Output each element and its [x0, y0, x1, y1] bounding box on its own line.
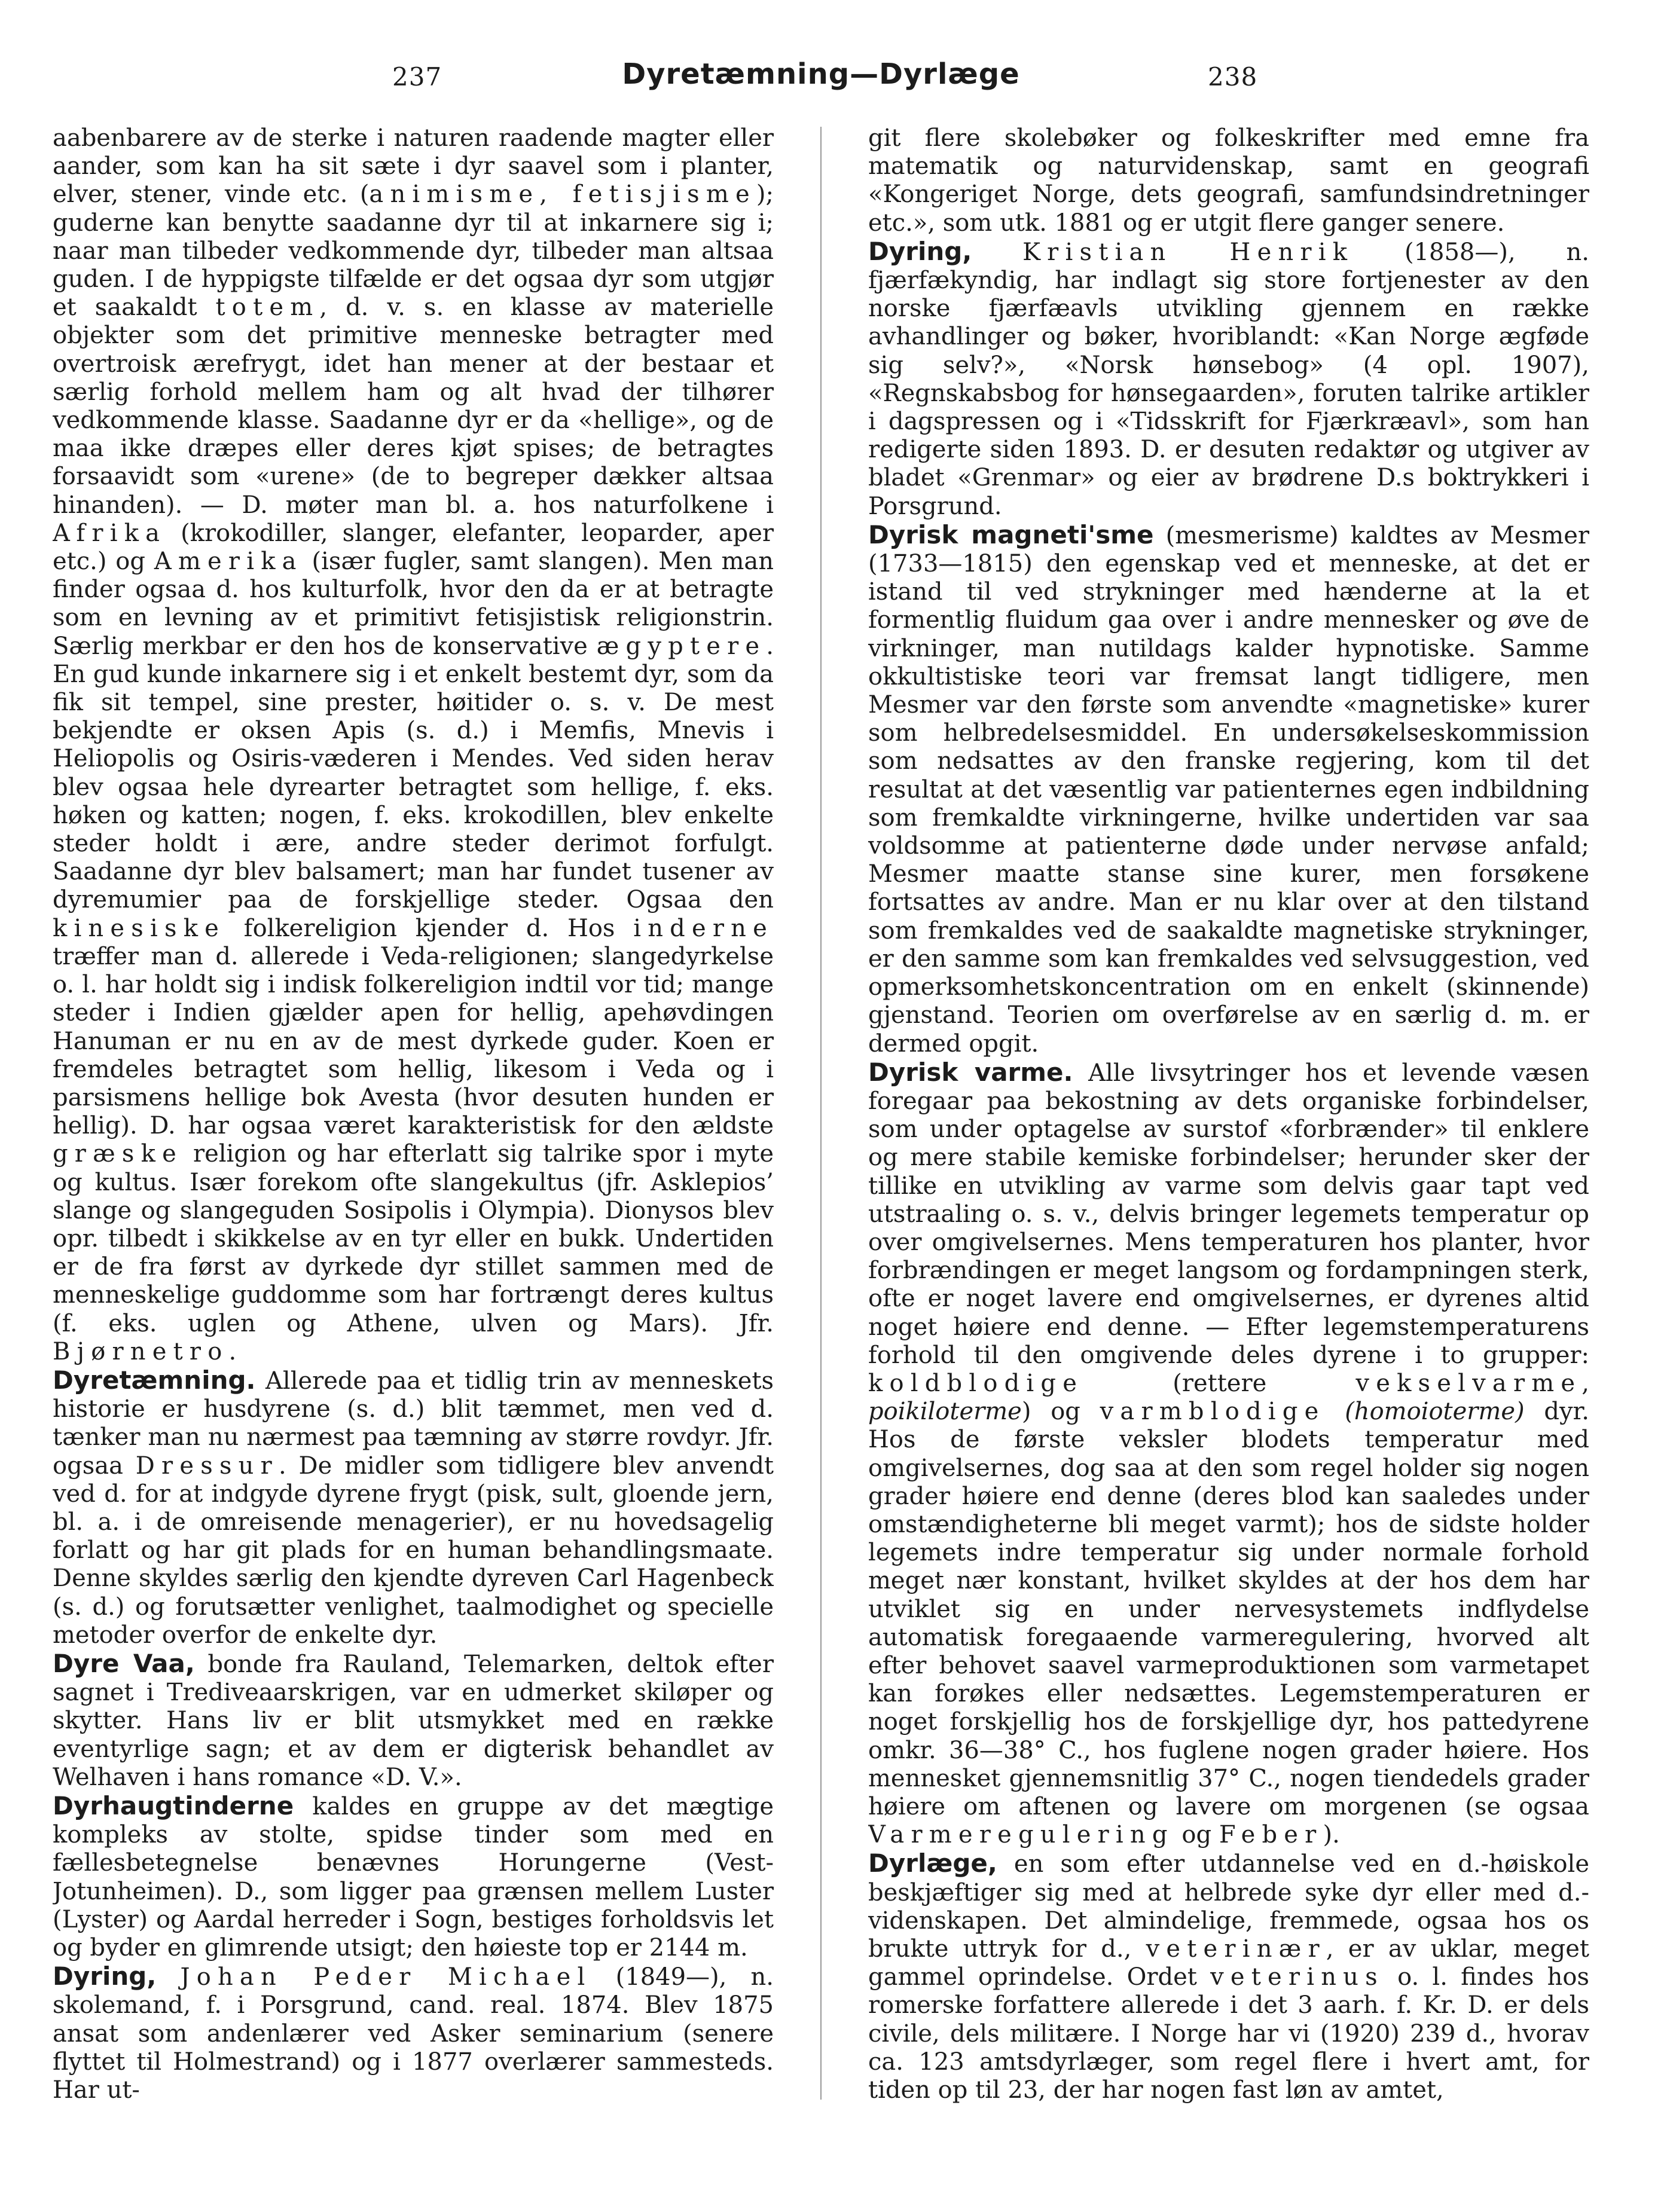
text-run: religion og har efterlatt sig talrike spor i myte og kultus. Især forekom ofte slangekultus (jfr. Asklepios’ slange og slangeguden Sosipolis i Olympia). Dionysos blev opr. tilbedt i skikkelse av en tyr eller en bukk. Undertiden er de fra først av dyrkede dyr stillet sammen med de menneskelige guddomme som har fortrængt deres kultus (f. eks. uglen og Athene, ulven og Mars). Jfr.	[53, 1140, 774, 1337]
spaced-term: koldblodige	[868, 1369, 1084, 1397]
headword: Dyrisk varme.	[868, 1057, 1073, 1087]
text-run: , er av uklar, meget gammel oprindelse. Ordet	[868, 1935, 1589, 1991]
headword: Dyretæmning.	[53, 1365, 256, 1395]
italic-term: poikiloterme	[868, 1398, 1022, 1426]
spaced-term: kinesiske	[53, 914, 226, 942]
text-run: kaldes en gruppe av det mægtige kompleks av stolte, spidse tinder som med en fællesbetegnelse benævnes Horungerne (Vest-Jotunheimen). D., som ligger paa grænsen mellem Luster (Lyster) og Aardal herreder i Sogn, bestiges forholdsvis let og byder en glimrende utsigt; den høieste top er 2144 m.	[53, 1792, 774, 1962]
text-run: og	[1174, 1821, 1219, 1849]
text-run: folkereligion kjender d. Hos	[225, 914, 634, 942]
text-run: . De midler som tidligere blev anvendt ved d. for at indgyde dyrene frygt (pisk, sult, gloende jern, bl. a. i de omreisende menagerier), er nu hovedsagelig forlatt og har git plads for en human behandlingsmaate. Denne skyldes særlig den kjendte dyreven Carl Hagenbeck (s. d.) og forutsætter venlighet, taalmodighet og specielle metoder overfor de enkelte dyr.	[53, 1452, 774, 1649]
text-run: (krokodiller, slanger, elefanter, leoparder, aper etc.) og	[53, 519, 774, 576]
column-divider	[820, 127, 822, 2100]
spaced-term: Feber	[1219, 1821, 1323, 1849]
article-dyrisk-varme	[868, 1058, 1589, 1850]
text-run: (mesmerisme) kaldtes av Mesmer (1733—1815) den egenskap ved et menneske, at det er istand til ved strykninger med hænderne at la et formentlig fluidum gaa over i andre mennesker og øve de virkninger, man nutildags kalder hypnotiske. Samme okkultistiske teori var fremsat langt tidligere, men Mesmer var den første som anvendte «magnetiske» kurer som helbredelsesmiddel. En undersøkelseskommission som nedsattes av den franske regjering, kom til det resultat at det væsentlig var patienternes egen indbildning som fremkaldte virkningerne, hvilke undertiden var saa voldsomme at patienterne døde under nervøse anfald; Mesmer maatte stanse sine kurer, men forsøkene fortsattes av andre. Man er nu klar over at den tilstand som fremkaldes ved de saakaldte magnetiske strykninger, er den samme som kan fremkaldes ved selvsuggestion, ved opmerksomhetskoncentration om en enkelt (skinnende) gjenstand. Teorien om overførelse av en særlig d. m. er dermed opgit.	[868, 521, 1589, 1058]
text-run: Alle livsytringer hos et levende væsen foregaar paa bekostning av dets organiske forbindelser, som under optagelse av surstof «forbrænder» til enklere og mere stabile kemiske forbindelser; herunder sker der tillike en utvikling av varme som delvis gaar tapt ved utstraaling o. s. v., delvis bringer legemets temperatur op over omgivelsernes. Mens temperaturen hos planter, hvor forbrændingen er meget langsom og fordampningen sterk, ofte er noget lavere end omgivelsernes, er dyrenes altid noget høiere end denne. — Efter legemstemperaturens forhold til den omgivende deles dyrene i to grupper:	[868, 1059, 1589, 1369]
spaced-term: Afrika	[53, 519, 167, 547]
text-run: ,	[1581, 1369, 1589, 1397]
spaced-term: animisme, fetisjisme	[369, 181, 756, 209]
spaced-term: ægyptere	[596, 632, 767, 660]
article-dyring-johan	[53, 1962, 774, 2104]
spaced-term: veterinus	[1210, 1963, 1384, 1991]
text-run	[1325, 1398, 1345, 1425]
spaced-term: græske	[53, 1140, 183, 1168]
text-run: (især fugler, samt slangen). Men man finder ogsaa d. hos kulturfolk, hvor den da er at betragte som en levning av et primitivt fetisjistisk religionstrin. Særlig merkbar er den hos de konservative	[53, 548, 774, 660]
spaced-term: inderne	[633, 914, 774, 942]
headword: Dyrlæge,	[868, 1849, 997, 1878]
spaced-term: Varmeregulering	[868, 1821, 1174, 1849]
text-run: en som efter utdannelse ved en d.-høiskole beskjæftiger sig med at helbrede syke dyr eller med d.-videnskapen. Det almindelige, fremmede, ogsaa hos os brukte uttryk for d.,	[868, 1850, 1589, 1963]
spaced-term: Bjørnetro	[53, 1337, 229, 1365]
text-run: bonde fra Rauland, Telemarken, deltok efter sagnet i Trediveaarskrigen, var en udmerket skiløper og skytter. Hans liv er blit utsmykket med en række eventyrlige sagn; et av dem er digterisk behandlet av Welhaven i hans romance «D. V.».	[53, 1650, 774, 1791]
spaced-term: Dressur	[135, 1452, 279, 1480]
text-run: træffer man d. allerede i Veda-religionen; slangedyrkelse o. l. har holdt sig i indisk folkereligion indtil vor tid; mange steder i Indien gjælder apen for hellig, apehøvdingen Hanuman er nu en av de mest dyrkede guder. Koen er fremdeles betragtet som hellig, likesom i Veda og i parsismens hellige bok Avesta (hvor desuten hunden er hellig). D. har ogsaa været karakteristisk for den ældste	[53, 942, 774, 1140]
running-title: Dyretæmning—Dyrlæge	[622, 57, 1020, 91]
right-column	[868, 124, 1589, 2145]
right-page-number: 238	[1208, 62, 1258, 91]
text-run	[156, 1963, 180, 1991]
text-run: (1858—), n. fjærfækyndig, har indlagt sig store fortjenester av den norske fjærfæavls utvikling gjennem en række avhandlinger og bøker, hvoriblandt: «Kan Norge ægføde sig selv?», «Norsk hønsebog» (4 opl. 1907), «Regnskabsbog for hønsegaarden», foruten talrike artikler i dagspressen og i «Tidsskrift for Fjærkræavl», som han redigerte siden 1893. D. er desuten redaktør og utgiver av bladet «Grenmar» og eier av brødrene D.s boktrykkeri i Porsgrund.	[868, 238, 1589, 520]
article-dyrisk-magnetisme	[868, 521, 1589, 1058]
text-run: dyr. Hos de første veksler blodets temperatur med omgivelsernes, dog saa at den som regel holder sig nogen grader høiere end denne (deres blod kan saaledes under omstændigheterne bli meget varmt); hos de sidste holder legemets indre temperatur sig under normale forhold meget nær konstant, hvilket skyldes at der hos dem har utviklet sig en under nervesystemets indflydelse automatisk foregaaende varmeregulering, hvorved alt efter behovet saavel varmeproduktionen som varmetapet kan forøkes eller nedsættes. Legemstemperaturen er noget forskjellig hos de forskjellige dyr, hos pattedyrene omkr. 36—38° C., hos fuglene nogen grader høiere. Hos mennesket gjennemsnitlig 37° C., nogen tiendedels grader høiere om aftenen og lavere om morgenen (se ogsaa	[868, 1398, 1589, 1820]
article-dyrlaege	[868, 1849, 1589, 2104]
text-run: (rettere	[1083, 1369, 1356, 1397]
article-dyretaemning	[53, 1366, 774, 1649]
text-run	[972, 239, 1022, 266]
text-run: aabenbarere av de sterke i naturen raadende magter eller aander, som kan ha sit sæte i dyr saavel som i planter, elver, stener, vinde etc. (	[53, 124, 774, 209]
text-run: .	[228, 1337, 237, 1365]
spaced-term: Kristian Henrik	[1022, 238, 1354, 266]
text-run: . En gud kunde inkarnere sig i et enkelt bestemt dyr, som da fik sit tempel, sine prester, høitider o. s. v. De mest bekjendte er oksen Apis (s. d.) i Memfis, Mnevis i Heliopolis og Osiris-væderen i Mendes. Ved siden herav blev ogsaa hele dyrearter betragtet som hellige, f. eks. høken og katten; nogen, f. eks. krokodillen, blev enkelte steder holdt i ære, andre steder derimot forfulgt. Saadanne dyr blev balsamert; man har fundet tusener av dyremumier paa de forskjellige steder. Ogsaa den	[53, 632, 774, 914]
headword: Dyrhaugtinderne	[53, 1791, 294, 1820]
text-run: ).	[1323, 1821, 1340, 1849]
article-dyrhaugtinderne	[53, 1792, 774, 1962]
text-run: Allerede paa et tidlig trin av menneskets historie er husdyrene (s. d.) blit tæmmet, men ved d. tænker man nu nærmest paa tæmning av større rovdyr. Jfr. ogsaa	[53, 1367, 774, 1480]
headword: Dyre Vaa,	[53, 1648, 195, 1678]
article-dyrekultus-continued	[53, 124, 774, 1366]
text-run: (1849—), n. skolemand, f. i Porsgrund, cand. real. 1874. Blev 1875 ansat som andenlærer ved Asker seminarium (senere flyttet til Holmestrand) og i 1877 overlærer sammesteds. Har ut-	[53, 1963, 774, 2104]
spaced-term: vekselvarme	[1355, 1369, 1582, 1397]
text-run: , d. v. s. en klasse av materielle objekter som det primitive menneske betragter med overtroisk ærefrygt, idet han mener at der bestaar et særlig forhold mellem ham og alt hvad der tilhører vedkommende klasse. Saadanne dyr er da «hellige», og de maa ikke dræpes eller deres kjøt spises; de betragtes forsaavidt som «urene» (de to begreper dækker altsaa hinanden). — D. møter man bl. a. hos naturfolkene i	[53, 294, 774, 519]
headword: Dyring,	[53, 1962, 157, 1991]
spaced-term: Johan Peder Michael	[180, 1963, 592, 1991]
text-run: git flere skolebøker og folkeskrifter med emne fra matematik og naturvidenskap, samt en geografi «Kongeriget Norge, dets geografi, samfundsindretninger etc.», som utk. 1881 og er utgit flere ganger senere.	[868, 124, 1589, 237]
text-run: ) og	[1021, 1398, 1100, 1426]
headword: Dyring,	[868, 236, 972, 266]
left-page-number: 237	[392, 62, 442, 91]
article-dyre-vaa	[53, 1649, 774, 1792]
article-dyring-kristian	[868, 237, 1589, 521]
spaced-term: varmblodige	[1100, 1398, 1326, 1426]
italic-term: (homoioterme)	[1345, 1398, 1525, 1426]
text-columns	[53, 124, 1589, 2145]
headword: Dyrisk magneti'sme	[868, 520, 1154, 549]
spaced-term: veterinær	[1146, 1935, 1326, 1963]
text-run: o. l. findes hos romerske forfattere allerede i det 3 aarh. f. Kr. D. er dels civile, dels militære. I Norge har vi (1920) 239 d., hvorav ca. 123 amtsdyrlæger, som regel flere i hvert amt, for tiden op til 23, der har nogen fast løn av amtet,	[868, 1963, 1589, 2104]
spaced-term: totem	[215, 294, 320, 322]
text-run: ); guderne kan benytte saadanne dyr til at inkarnere sig i; naar man tilbeder vedkommende dyr, tilbeder man altsaa guden. I de hyppigste tilfælde er det ogsaa dyr som utgjør et saakaldt	[53, 181, 774, 322]
article-dyring-johan-continued	[868, 124, 1589, 237]
left-column	[53, 124, 774, 2145]
spaced-term: Amerika	[154, 548, 303, 576]
running-head	[53, 57, 1589, 93]
